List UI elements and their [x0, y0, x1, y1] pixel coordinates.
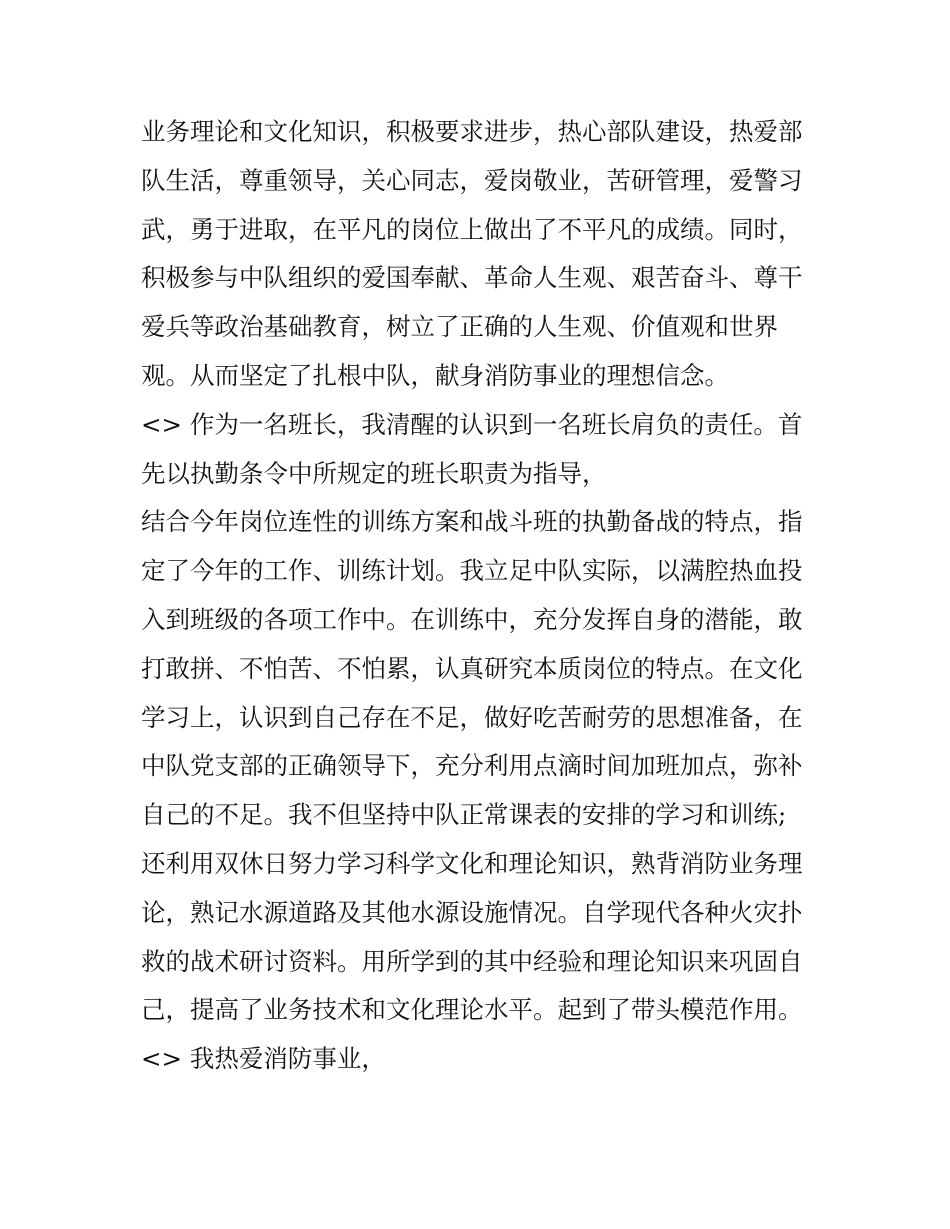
text-line: 入到班级的各项工作中。在训练中，充分发挥自身的潜能，敢 [141, 604, 803, 634]
text-line: 自己的不足。我不但坚持中队正常课表的安排的学习和训练; [141, 800, 787, 830]
text-line: 业务理论和文化知识，积极要求进步，热心部队建设，热爱部 [141, 117, 803, 146]
text-line: 爱兵等政治基础教育，树立了正确的人生观、价值观和世界 [141, 312, 778, 342]
text-line: 先以执勤条令中所规定的班长职责为指导， [141, 458, 607, 488]
text-line: 积极参与中队组织的爱国奉献、革命人生观、艰苦奋斗、尊干 [141, 263, 803, 293]
text-line: 结合今年岗位连性的训练方案和战斗班的执勤备战的特点，指 [141, 507, 803, 537]
text-line: <> 我热爱消防事业， [141, 1044, 386, 1074]
text-line: 中队党支部的正确领导下，充分利用点滴时间加班加点，弥补 [141, 751, 803, 781]
text-line: 观。从而坚定了扎根中队，献身消防事业的理想信念。 [141, 360, 729, 390]
text-line: 己，提高了业务技术和文化理论水平。起到了带头模范作用。 [141, 995, 803, 1025]
text-line: 打敢拼、不怕苦、不怕累，认真研究本质岗位的特点。在文化 [141, 653, 803, 683]
text-line: 还利用双休日努力学习科学文化和理论知识，熟背消防业务理 [141, 848, 803, 878]
text-line: 学习上，认识到自己存在不足，做好吃苦耐劳的思想准备，在 [141, 702, 803, 732]
text-line: 救的战术研讨资料。用所学到的其中经验和理论知识来巩固自 [141, 946, 803, 976]
text-line: 武，勇于进取，在平凡的岗位上做出了不平凡的成绩。同时， [141, 214, 803, 244]
text-line: 队生活，尊重领导，关心同志，爱岗敬业，苦研管理，爱警习 [141, 165, 803, 195]
text-line: <> 作为一名班长，我清醒的认识到一名班长肩负的责任。首 [141, 409, 803, 439]
text-line: 定了今年的工作、训练计划。我立足中队实际，以满腔热血投 [141, 556, 803, 586]
body-text [141, 108, 821, 1084]
text-line: 论，熟记水源道路及其他水源设施情况。自学现代各种火灾扑 [141, 897, 803, 927]
